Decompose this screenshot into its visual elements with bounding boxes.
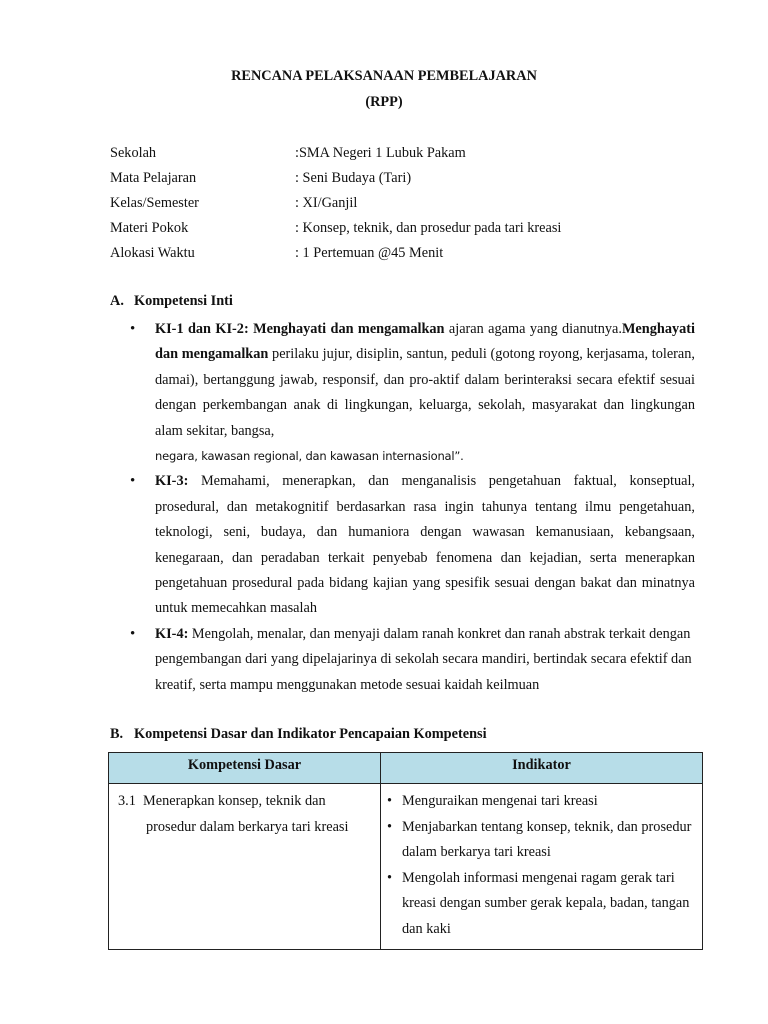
header-indikator: Indikator [381,753,703,784]
info-value: : XI/Ganjil [295,195,358,211]
section-number: B. [110,726,124,742]
document-title: RENCANA PELAKSANAAN PEMBELAJARAN [231,68,537,84]
section-b-heading [110,726,487,743]
ki-label: KI-1 dan KI-2: Menghayati dan mengamalkan [155,321,445,337]
ki-text: Memahami, menerapkan, dan menganalisis pengetahuan faktual, konseptual, prosedural, dan metakognitif berdasarkan rasa ingin tahunya tentang ilmu pengetahuan, teknologi, seni, budaya, dan humaniora dengan wawasan kemanusiaan, kebangsaan, kenegaraan, dan peradaban terkait penyebab fenomena dan kejadian, serta menerapkan pengetahuan prosedural pada bidang kajian yang spesifik sesuai dengan bakat dan minatnya untuk memecahkan masalah [155,473,695,617]
list-item-ki-4 [155,622,695,698]
info-label: Kelas/Semester [110,195,199,211]
ki-text: Mengolah, menalar, dan menyaji dalam ranah konkret dan ranah abstrak terkait dengan pengembangan dari yang dipelajarinya di sekolah secara mandiri, bertindak secara efektif dan kreatif, serta mampu menggunakan metode sesuai kaidah keilmuan [155,625,692,693]
indicator-cell [381,784,703,950]
section-number: A. [110,293,124,309]
list-item-ki-1-2 [155,317,695,469]
info-value: : Seni Budaya (Tari) [295,170,412,186]
kd-first-line [118,789,373,815]
ki-label: KI-3: [155,473,189,490]
section-title: Kompetensi Inti [134,293,233,309]
section-a-heading [110,293,233,310]
document-subtitle: (RPP) [365,94,403,110]
info-label: Alokasi Waktu [110,245,195,261]
kompetensi-inti-list [155,317,695,698]
list-item: • Menguraikan mengenai tari kreasi [384,789,693,815]
info-value: : Konsep, teknik, dan prosedur pada tari kreasi [295,220,562,236]
section-title: Kompetensi Dasar dan Indikator Pencapaian Kompetensi [134,726,487,742]
competency-table [108,752,703,950]
table-header-row [109,753,703,784]
info-value: :SMA Negeri 1 Lubuk Pakam [295,145,466,161]
indicator-list [384,789,693,942]
ki-text: perilaku jujur, disiplin, santun, peduli (gotong royong, kerjasama, toleran, damai), bertanggung jawab, responsif, dan pro-aktif dalam berinteraksi secara efektif sesuai dengan perkembangan anak di lingkungan, keluarga, sekolah, masyarakat dan lingkungan alam sekitar, bangsa, [155,346,695,439]
header-kompetensi-dasar: Kompetensi Dasar [109,753,381,784]
ki-text: ajaran agama yang dianutnya. [444,321,622,337]
kd-text: Menerapkan konsep, teknik dan [143,793,326,809]
list-item: • Mengolah informasi mengenai ragam gerak tari kreasi dengan sumber gerak kepala, badan, tangan dan kaki [384,866,693,943]
kd-text-cont: prosedur dalam berkarya tari kreasi [146,818,349,835]
ki-emphasis: Menghayati dan mengamalkan [155,321,696,363]
table-row [109,784,703,950]
info-label: Sekolah [110,145,157,161]
info-label: Materi Pokok [110,220,189,236]
kd-number: 3.1 [118,793,136,809]
list-item: • Menjabarkan tentang konsep, teknik, dan prosedur dalam berkarya tari kreasi [384,815,693,866]
ki-text-last-line: negara, kawasan regional, dan kawasan internasional”. [155,449,464,464]
info-label: Mata Pelajaran [110,170,197,186]
info-value: : 1 Pertemuan @45 Menit [295,245,444,261]
ki-label: KI-4: [155,625,189,642]
kd-cell [109,784,381,950]
list-item-ki-3 [155,469,695,621]
